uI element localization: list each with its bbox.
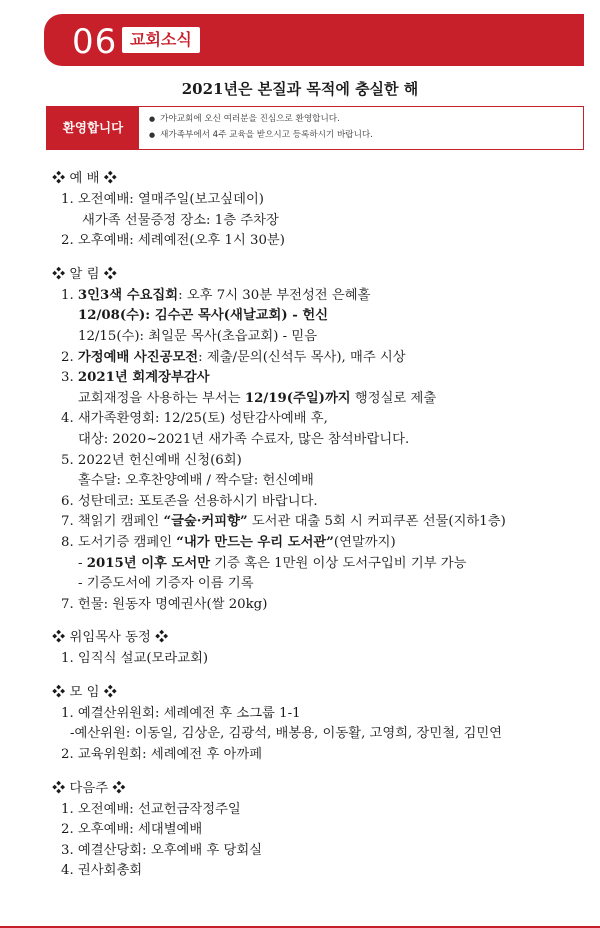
section-title-notice: ❖ 알 림 ❖ [52,266,117,282]
notice-item-5: 5. 2022년 헌신예배 신청(6회) [61,452,242,468]
pastor-item-1: 1. 임직식 설교(모라교회) [61,651,209,667]
worship-item-1-detail: 새가족 선물증정 장소: 1층 주차장 [82,212,279,228]
next-item-2: 2. 오후예배: 세대별예배 [61,822,203,838]
page-title: 2021년은 본질과 목적에 충실한 해 [181,80,419,98]
notice-item-2: 2. 가정예배 사진공모전: 제출/문의(신석두 목사), 매주 시상 [61,349,406,365]
notice-item-8-detail: - 2015년 이후 도서만 기증 혹은 1만원 이상 도서구입비 기부 가능 [78,555,467,571]
notice-item-1: 1. 3인3색 수요집회: 오후 7시 30분 부전성전 은혜홀 [61,287,371,303]
notice-item-9: 7. 헌물: 원동자 명예권사(쌀 20kg) [61,596,268,612]
notice-item-1-detail: 12/08(수): 김수곤 목사(새날교회) - 헌신 [78,308,329,324]
notice-item-6: 6. 성탄데코: 포토존을 선용하시기 바랍니다. [61,493,318,509]
notice-item-8: 8. 도서기증 캠페인 “내가 만드는 우리 도서관”(연말까지) [61,534,396,550]
notice-item-4: 4. 새가족환영회: 12/25(토) 성탄감사예배 후, [61,411,328,427]
notice-item-4-detail: 대상: 2020~2021년 새가족 수료자, 많은 참석바랍니다. [78,431,410,447]
notice-item-7: 7. 책읽기 캠페인 “글숲·커피향” 도서관 대출 5회 시 커피쿠폰 선물(지하1층) [61,514,506,530]
notice-item-8-detail: - 기증도서에 기증자 이름 기록 [78,576,254,592]
welcome-list [149,111,373,143]
section-title-meeting: ❖ 모 임 ❖ [52,684,117,700]
section-tag: 교회소식 [122,27,200,53]
section-title-pastor: ❖ 위임목사 동정 ❖ [52,630,169,646]
meeting-item-1-detail: -예산위원: 이동일, 김상운, 김광석, 배봉용, 이동활, 고영희, 장민철, 김민연 [70,726,503,742]
next-item-4: 4. 권사회총회 [61,863,143,879]
next-item-3: 3. 예결산당회: 오후예배 후 당회실 [61,842,263,858]
meeting-item-1: 1. 예결산위원회: 세례예전 후 소그룹 1-1 [61,705,301,721]
meeting-item-2: 2. 교육위원회: 세례예전 후 아까페 [61,747,263,763]
section-number: 06 [72,22,118,62]
worship-item-1: 1. 오전예배: 열매주일(보고싶데이) [61,192,264,207]
worship-item-2: 2. 오후예배: 세례예전(오후 1시 30분) [61,233,285,249]
notice-item-5-detail: 홀수달: 오후찬양예배 / 짝수달: 헌신예배 [78,473,314,489]
welcome-item: ● 가야교회에 오신 여러분을 진심으로 환영합니다. [149,111,373,127]
bulletin-content [52,168,592,882]
notice-item-3: 3. 2021년 회계장부감사 [61,370,210,386]
notice-item-1-detail: 12/15(수): 최일문 목사(초읍교회) - 믿음 [78,328,318,344]
section-title-next: ❖ 다음주 ❖ [52,780,126,796]
welcome-box [46,106,584,150]
welcome-label: 환영합니다 [47,107,139,149]
welcome-item: ● 새가족부에서 4주 교육을 받으시고 등록하시기 바랍니다. [149,127,373,143]
notice-item-3-detail: 교회재정을 사용하는 부서는 12/19(주일)까지 행정실로 제출 [78,390,437,406]
section-title-worship: ❖ 예 배 ❖ [52,171,117,186]
next-item-1: 1. 오전예배: 선교헌금작정주일 [61,801,241,817]
